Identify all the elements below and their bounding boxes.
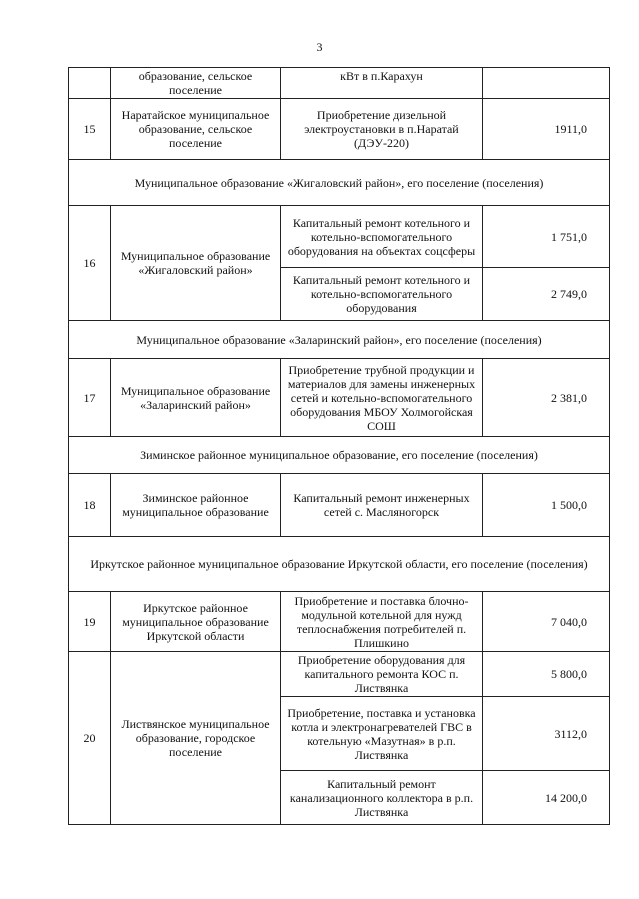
row-number-cell: 19 bbox=[69, 592, 111, 652]
purpose-cell: кВт в п.Карахун bbox=[281, 68, 483, 99]
purpose-cell: Приобретение трубной продукции и материалов для замены инженерных сетей и котельно-вспомогательного оборудования МБОУ Холмогойская СОШ bbox=[281, 359, 483, 437]
municipality-cell: Иркутское районное муниципальное образование Иркутской области bbox=[111, 592, 281, 652]
table-row bbox=[69, 68, 610, 99]
row-number-cell: 20 bbox=[69, 652, 111, 825]
amount-cell: 7 040,0 bbox=[483, 592, 610, 652]
table-row bbox=[69, 474, 610, 537]
section-header-row bbox=[69, 537, 610, 592]
amount-cell: 1911,0 bbox=[483, 99, 610, 160]
municipality-cell: Наратайское муниципальное образование, сельское поселение bbox=[111, 99, 281, 160]
section-header: Зиминское районное муниципальное образование, его поселение (поселения) bbox=[69, 437, 610, 474]
row-number-cell: 18 bbox=[69, 474, 111, 537]
table-row bbox=[69, 592, 610, 652]
section-header-row bbox=[69, 437, 610, 474]
amount-cell: 14 200,0 bbox=[483, 771, 610, 825]
amount-cell: 2 381,0 bbox=[483, 359, 610, 437]
section-header-row bbox=[69, 160, 610, 206]
section-header-row bbox=[69, 321, 610, 359]
page-number: 3 bbox=[316, 40, 323, 54]
municipality-cell: Муниципальное образование «Жигаловский район» bbox=[111, 206, 281, 321]
purpose-cell: Капитальный ремонт канализационного коллектора в р.п. Листвянка bbox=[281, 771, 483, 825]
purpose-cell: Приобретение и поставка блочно-модульной котельной для нужд теплоснабжения потребителей п. Плишкино bbox=[281, 592, 483, 652]
row-number-cell: 15 bbox=[69, 99, 111, 160]
table-row bbox=[69, 206, 610, 268]
section-header: Муниципальное образование «Заларинский район», его поселение (поселения) bbox=[69, 321, 610, 359]
row-number-cell bbox=[69, 68, 111, 99]
municipality-cell: Зиминское районное муниципальное образование bbox=[111, 474, 281, 537]
funding-table bbox=[68, 67, 610, 825]
amount-cell: 1 500,0 bbox=[483, 474, 610, 537]
row-number-cell: 17 bbox=[69, 359, 111, 437]
municipality-cell: образование, сельское поселение bbox=[111, 68, 281, 99]
amount-cell: 2 749,0 bbox=[483, 268, 610, 321]
purpose-cell: Приобретение, поставка и установка котла и электронагревателей ГВС в котельную «Мазутная» в р.п. Листвянка bbox=[281, 697, 483, 771]
table-row bbox=[69, 99, 610, 160]
purpose-cell: Капитальный ремонт котельного и котельно-вспомогательного оборудования на объектах соцсферы bbox=[281, 206, 483, 268]
municipality-cell: Муниципальное образование «Заларинский район» bbox=[111, 359, 281, 437]
amount-cell: 1 751,0 bbox=[483, 206, 610, 268]
purpose-cell: Приобретение оборудования для капитального ремонта КОС п. Листвянка bbox=[281, 652, 483, 697]
table-row bbox=[69, 652, 610, 697]
purpose-cell: Капитальный ремонт котельного и котельно-вспомогательного оборудования bbox=[281, 268, 483, 321]
table-row bbox=[69, 359, 610, 437]
section-header: Муниципальное образование «Жигаловский район», его поселение (поселения) bbox=[69, 160, 610, 206]
row-number-cell: 16 bbox=[69, 206, 111, 321]
purpose-cell: Капитальный ремонт инженерных сетей с. Масляногорск bbox=[281, 474, 483, 537]
amount-cell bbox=[483, 68, 610, 99]
section-header: Иркутское районное муниципальное образование Иркутской области, его поселение (поселения) bbox=[69, 537, 610, 592]
amount-cell: 5 800,0 bbox=[483, 652, 610, 697]
municipality-cell: Листвянское муниципальное образование, городское поселение bbox=[111, 652, 281, 825]
amount-cell: 3112,0 bbox=[483, 697, 610, 771]
purpose-cell: Приобретение дизельной электроустановки в п.Наратай (ДЭУ-220) bbox=[281, 99, 483, 160]
